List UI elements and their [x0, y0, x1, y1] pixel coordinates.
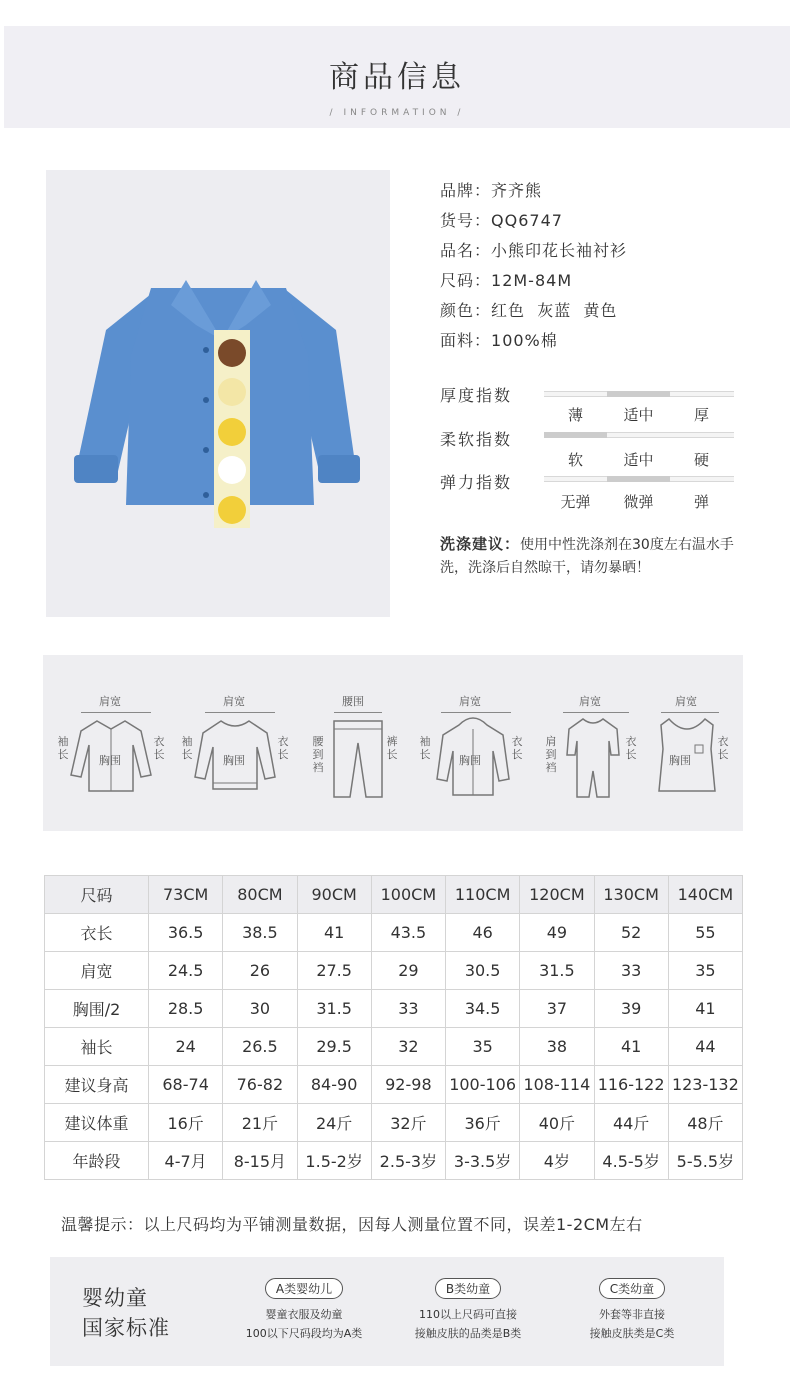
- table-cell: 39: [594, 990, 668, 1028]
- table-header: 尺码: [45, 876, 149, 914]
- table-cell: 92-98: [371, 1066, 445, 1104]
- table-cell: 26.5: [223, 1028, 297, 1066]
- table-cell: 4岁: [520, 1142, 594, 1180]
- measure-center-label: 胸围: [669, 754, 691, 767]
- info-row-brand: 品牌：齐齐熊: [440, 181, 543, 200]
- info-row-size: 尺码：12M-84M: [440, 271, 573, 290]
- measure-left-label: 袖长: [181, 735, 193, 761]
- table-cell: 24斤: [297, 1104, 371, 1142]
- table-row: [45, 1142, 743, 1180]
- table-row: [45, 1066, 743, 1104]
- table-cell: 24: [149, 1028, 223, 1066]
- measure-right-label: 衣长: [717, 735, 729, 761]
- table-cell: 49: [520, 914, 594, 952]
- table-header: 130CM: [594, 876, 668, 914]
- table-cell: 30: [223, 990, 297, 1028]
- table-cell: 37: [520, 990, 594, 1028]
- class-badge: B类幼童: [435, 1278, 501, 1299]
- row-label: 肩宽: [45, 952, 149, 990]
- index-option: 硬: [693, 451, 709, 469]
- table-row: [45, 990, 743, 1028]
- table-cell: 32: [371, 1028, 445, 1066]
- table-cell: 36斤: [446, 1104, 520, 1142]
- section-header: [4, 26, 790, 128]
- table-cell: 33: [594, 952, 668, 990]
- index-option: 无弹: [560, 493, 591, 511]
- measurement-guide: [43, 655, 743, 831]
- table-cell: 35: [446, 1028, 520, 1066]
- measure-right-label: 衣长: [153, 735, 165, 761]
- measure-right-label: 衣长: [277, 735, 289, 761]
- class-description: 婴童衣服及幼童 100以下尺码段均为A类: [245, 1308, 363, 1340]
- index-label: 厚度指数: [440, 386, 513, 405]
- table-cell: 116-122: [594, 1066, 668, 1104]
- index-bar: [544, 391, 734, 397]
- index-label: 弹力指数: [440, 473, 513, 492]
- class-description: 110以上尺码可直接 接触皮肤的品类是B类: [414, 1308, 522, 1340]
- table-cell: 68-74: [149, 1066, 223, 1104]
- table-header: 100CM: [371, 876, 445, 914]
- table-header-row: [45, 876, 743, 914]
- index-label: 柔软指数: [440, 430, 513, 449]
- wash-title: 洗涤建议：: [440, 535, 521, 553]
- pants-icon: [330, 717, 386, 801]
- info-row-sku: 货号：QQ6747: [440, 211, 563, 230]
- index-option: 适中: [623, 451, 654, 469]
- table-cell: 31.5: [297, 990, 371, 1028]
- table-header: 140CM: [668, 876, 742, 914]
- measure-top-label: 肩宽: [579, 695, 601, 708]
- size-tip: 温馨提示：以上尺码均为平铺测量数据，因每人测量位置不同，误差1-2CM左右: [61, 1215, 643, 1234]
- row-label: 胸围/2: [45, 990, 149, 1028]
- garment-vest: [641, 689, 751, 809]
- measure-right-label: 裤长: [386, 735, 398, 761]
- row-label: 建议体重: [45, 1104, 149, 1142]
- table-cell: 76-82: [223, 1066, 297, 1104]
- table-cell: 35: [668, 952, 742, 990]
- table-cell: 3-3.5岁: [446, 1142, 520, 1180]
- index-option: 软: [567, 451, 583, 469]
- table-cell: 31.5: [520, 952, 594, 990]
- measure-right-label: 衣长: [625, 735, 637, 761]
- measure-top-label: 肩宽: [459, 695, 481, 708]
- table-cell: 30.5: [446, 952, 520, 990]
- class-description: 外套等非直接 接触皮肤类是C类: [589, 1308, 675, 1340]
- table-cell: 44: [668, 1028, 742, 1066]
- table-cell: 21斤: [223, 1104, 297, 1142]
- table-header: 110CM: [446, 876, 520, 914]
- garment-shirt: [57, 689, 167, 809]
- table-cell: 40斤: [520, 1104, 594, 1142]
- measure-center-label: 胸围: [459, 754, 481, 767]
- measure-top-label: 肩宽: [223, 695, 245, 708]
- table-cell: 4-7月: [149, 1142, 223, 1180]
- size-table: [44, 875, 743, 1180]
- row-label: 建议身高: [45, 1066, 149, 1104]
- table-cell: 32斤: [371, 1104, 445, 1142]
- measure-left-label: 袖长: [419, 735, 431, 761]
- section-title: 商品信息: [329, 60, 465, 95]
- table-cell: 38.5: [223, 914, 297, 952]
- section-subtitle: / INFORMATION /: [329, 108, 465, 118]
- index-option: 弹: [693, 493, 709, 511]
- national-standard: [50, 1257, 724, 1366]
- info-row-color: 颜色：红色 灰蓝 黄色: [440, 301, 618, 320]
- table-cell: 1.5-2岁: [297, 1142, 371, 1180]
- class-badge: A类婴幼儿: [265, 1278, 343, 1299]
- measure-left-label: 肩到裆: [545, 735, 557, 774]
- table-cell: 41: [297, 914, 371, 952]
- table-cell: 41: [668, 990, 742, 1028]
- table-header: 73CM: [149, 876, 223, 914]
- table-cell: 41: [594, 1028, 668, 1066]
- measure-top-label: 腰围: [342, 695, 364, 708]
- row-label: 年龄段: [45, 1142, 149, 1180]
- table-cell: 5-5.5岁: [668, 1142, 742, 1180]
- table-cell: 29.5: [297, 1028, 371, 1066]
- table-cell: 24.5: [149, 952, 223, 990]
- wash-text: 使用中性洗涤剂在30度左右温水手洗，洗涤后自然晾干，请勿暴晒！: [440, 537, 734, 576]
- table-cell: 108-114: [520, 1066, 594, 1104]
- measure-center-label: 胸围: [223, 754, 245, 767]
- table-cell: 38: [520, 1028, 594, 1066]
- table-row: [45, 1104, 743, 1142]
- measure-left-label: 袖长: [57, 735, 69, 761]
- table-cell: 46: [446, 914, 520, 952]
- info-row-name: 品名：小熊印花长袖衬衫: [440, 241, 628, 260]
- index-bar: [544, 432, 734, 438]
- index-option: 厚: [693, 406, 709, 424]
- standard-class-a: [224, 1278, 384, 1343]
- shirt-illustration: [46, 170, 390, 617]
- table-cell: 33: [371, 990, 445, 1028]
- garment-sweater: [181, 689, 291, 809]
- table-cell: 55: [668, 914, 742, 952]
- romper-icon: [565, 715, 621, 801]
- wash-advice: [440, 533, 740, 580]
- table-row: [45, 952, 743, 990]
- garment-romper: [537, 689, 647, 809]
- table-cell: 100-106: [446, 1066, 520, 1104]
- table-cell: 52: [594, 914, 668, 952]
- measure-top-label: 肩宽: [99, 695, 121, 708]
- index-option: 适中: [623, 406, 654, 424]
- index-bar: [544, 476, 734, 482]
- table-cell: 43.5: [371, 914, 445, 952]
- table-cell: 27.5: [297, 952, 371, 990]
- product-photo: [46, 170, 390, 617]
- measure-center-label: 胸围: [99, 754, 121, 767]
- product-info: [440, 180, 760, 360]
- table-cell: 16斤: [149, 1104, 223, 1142]
- table-header: 90CM: [297, 876, 371, 914]
- table-header: 120CM: [520, 876, 594, 914]
- index-option: 薄: [567, 406, 583, 424]
- table-cell: 8-15月: [223, 1142, 297, 1180]
- table-cell: 28.5: [149, 990, 223, 1028]
- info-row-fabric: 面料：100%棉: [440, 331, 558, 350]
- table-cell: 2.5-3岁: [371, 1142, 445, 1180]
- measure-top-label: 肩宽: [675, 695, 697, 708]
- measure-left-label: 腰到裆: [312, 735, 324, 774]
- table-cell: 123-132: [668, 1066, 742, 1104]
- garment-hoodie: [417, 689, 527, 809]
- standard-title: 婴幼童 国家标准: [82, 1286, 170, 1340]
- table-cell: 34.5: [446, 990, 520, 1028]
- standard-class-c: [552, 1278, 712, 1343]
- measure-right-label: 衣长: [511, 735, 523, 761]
- table-cell: 84-90: [297, 1066, 371, 1104]
- table-cell: 26: [223, 952, 297, 990]
- garment-pants: [306, 689, 416, 809]
- row-label: 袖长: [45, 1028, 149, 1066]
- table-row: [45, 1028, 743, 1066]
- table-cell: 36.5: [149, 914, 223, 952]
- standard-class-b: [388, 1278, 548, 1343]
- table-cell: 29: [371, 952, 445, 990]
- index-option: 微弹: [623, 493, 654, 511]
- table-cell: 4.5-5岁: [594, 1142, 668, 1180]
- table-header: 80CM: [223, 876, 297, 914]
- class-badge: C类幼童: [599, 1278, 665, 1299]
- row-label: 衣长: [45, 914, 149, 952]
- table-cell: 48斤: [668, 1104, 742, 1142]
- table-row: [45, 914, 743, 952]
- table-cell: 44斤: [594, 1104, 668, 1142]
